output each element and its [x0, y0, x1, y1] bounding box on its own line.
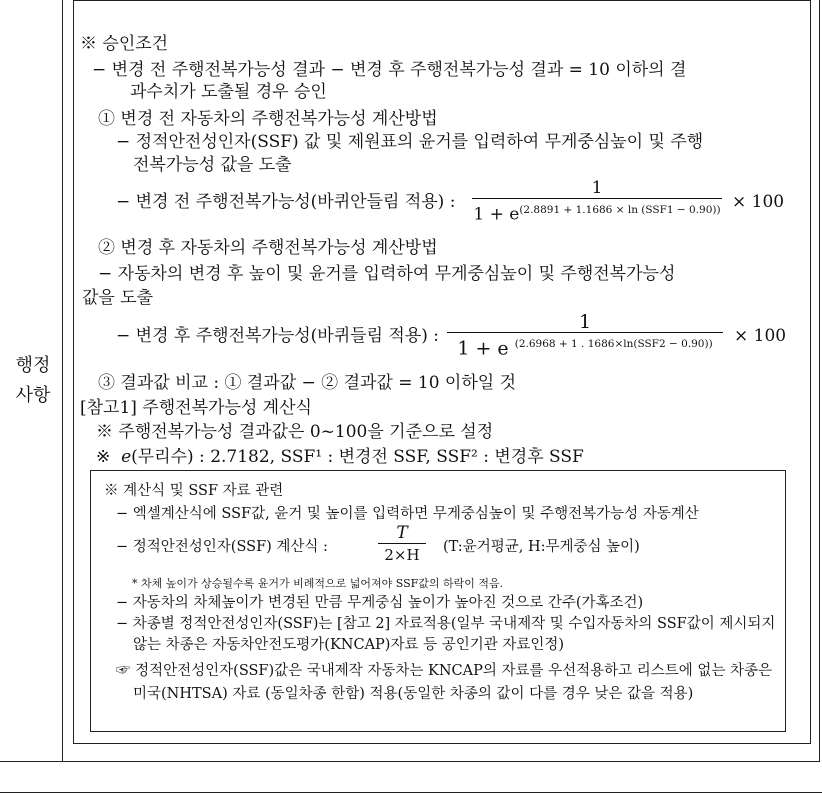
step1-desc1: − 정적안전성인자(SSF) 값 및 제원표의 윤거를 입력하여 무게중심높이 및 주행 [116, 132, 704, 152]
column-divider [62, 0, 63, 762]
row-label-line1: 행정 [15, 355, 51, 376]
step1-formula-numerator: 1 [591, 178, 603, 198]
step1-formula-prefix: − 변경 전 주행전복가능성(바퀴안들림 적용) : [116, 192, 456, 212]
step2-den-exponent: (2.6968 + 1 . 1686×ln(SSF2 − 0.90)) [514, 338, 713, 350]
row-label [4, 0, 62, 762]
ssf-formula-numerator: T [396, 523, 408, 543]
step2-desc1: − 자동차의 변경 후 높이 및 윤거를 입력하여 무게중심높이 및 주행전복가능성 [98, 264, 676, 284]
step2-formula-prefix: − 변경 후 주행전복가능성(바퀴들림 적용) : [116, 326, 440, 346]
row-label-line2: 사항 [15, 385, 51, 406]
step2-formula-numerator: 1 [578, 311, 592, 333]
box-line4a: ☞ 정적안전성인자(SSF)값은 국내제작 자동차는 KNCAP의 자료를 우선적용하고 리스트에 없는 차종은 [116, 663, 773, 679]
reference-note2 [96, 446, 584, 468]
step2-formula-suffix: × 100 [734, 326, 787, 346]
step3: ③ 결과값 비교 : ① 결과값 − ② 결과값 = 10 이하일 것 [98, 373, 517, 393]
step2-formula-denominator [447, 333, 723, 359]
step2-desc2: 값을 도출 [82, 288, 154, 308]
reference-title: [참고1] 주행전복가능성 계산식 [80, 398, 312, 418]
step1-den-exponent: (2.8891 + 1.1686 × ln (SSF1 − 0.90)) [519, 204, 721, 216]
approval-heading: ※ 승인조건 [80, 34, 169, 54]
step2-formula-fraction [447, 312, 723, 359]
box-small-note: * 차체 높이가 상승될수록 윤거가 비례적으로 넓어져야 SSF값의 하락이 적음. [132, 577, 504, 590]
box-line3a: − 차종별 정적안전성인자(SSF)는 [참고 2] 자료적용(일부 국내제작 및 수입자동차의 SSF값이 제시되지 [116, 616, 776, 632]
step1-desc2: 전복가능성 값을 도출 [133, 155, 292, 175]
reference-note2-e: e [121, 447, 132, 467]
ssf-formula-denominator: 2×H [384, 546, 420, 564]
step1-formula-suffix: × 100 [732, 192, 785, 212]
box-line2: − 자동차의 차체높이가 변경된 만큼 무게중심 높이가 높아진 것으로 간주(가혹조건) [116, 595, 644, 611]
step1-title: ① 변경 전 자동차의 주행전복가능성 계산방법 [98, 109, 438, 129]
ssf-formula-legend: (T:윤거평균, H:무게중심 높이) [443, 539, 640, 555]
reference-note1: ※ 주행전복가능성 결과값은 0~100을 기준으로 설정 [96, 422, 494, 442]
box-line4b: 미국(NHTSA) 자료 (동일차종 한함) 적용(동일한 차종의 값이 다를 경우 낮은 값을 적용) [133, 686, 694, 702]
step1-formula-denominator [472, 199, 722, 226]
step2-den-base: 1 + e [457, 337, 509, 360]
reference-note2-prefix: ※ [96, 447, 111, 467]
step1-formula-fraction [472, 178, 722, 226]
page-bottom-rule [0, 792, 822, 793]
box-heading: ※ 계산식 및 SSF 자료 관련 [104, 483, 284, 499]
condition-line1: − 변경 전 주행전복가능성 결과 − 변경 후 주행전복가능성 결과 = 10 이하의 결 [92, 60, 687, 80]
step2-title: ② 변경 후 자동차의 주행전복가능성 계산방법 [98, 238, 438, 258]
ssf-formula-fraction [378, 523, 426, 566]
condition-line2: 과수치가 도출될 경우 승인 [130, 82, 327, 102]
ssf-formula-prefix: − 정적안전성인자(SSF) 계산식 : [116, 539, 328, 555]
box-line3b: 않는 차종은 자동차안전도평가(KNCAP)자료 등 공인기관 자료인정) [133, 637, 565, 653]
step1-den-base: 1 + e [473, 204, 520, 225]
box-line1: − 엑셀계산식에 SSF값, 윤거 및 높이를 입력하면 무게중심높이 및 주행전복가능성 자동계산 [116, 506, 699, 522]
reference-note2-rest: (무리수) : 2.7182, SSF¹ : 변경전 SSF, SSF² : 변경후 SSF [131, 447, 584, 467]
